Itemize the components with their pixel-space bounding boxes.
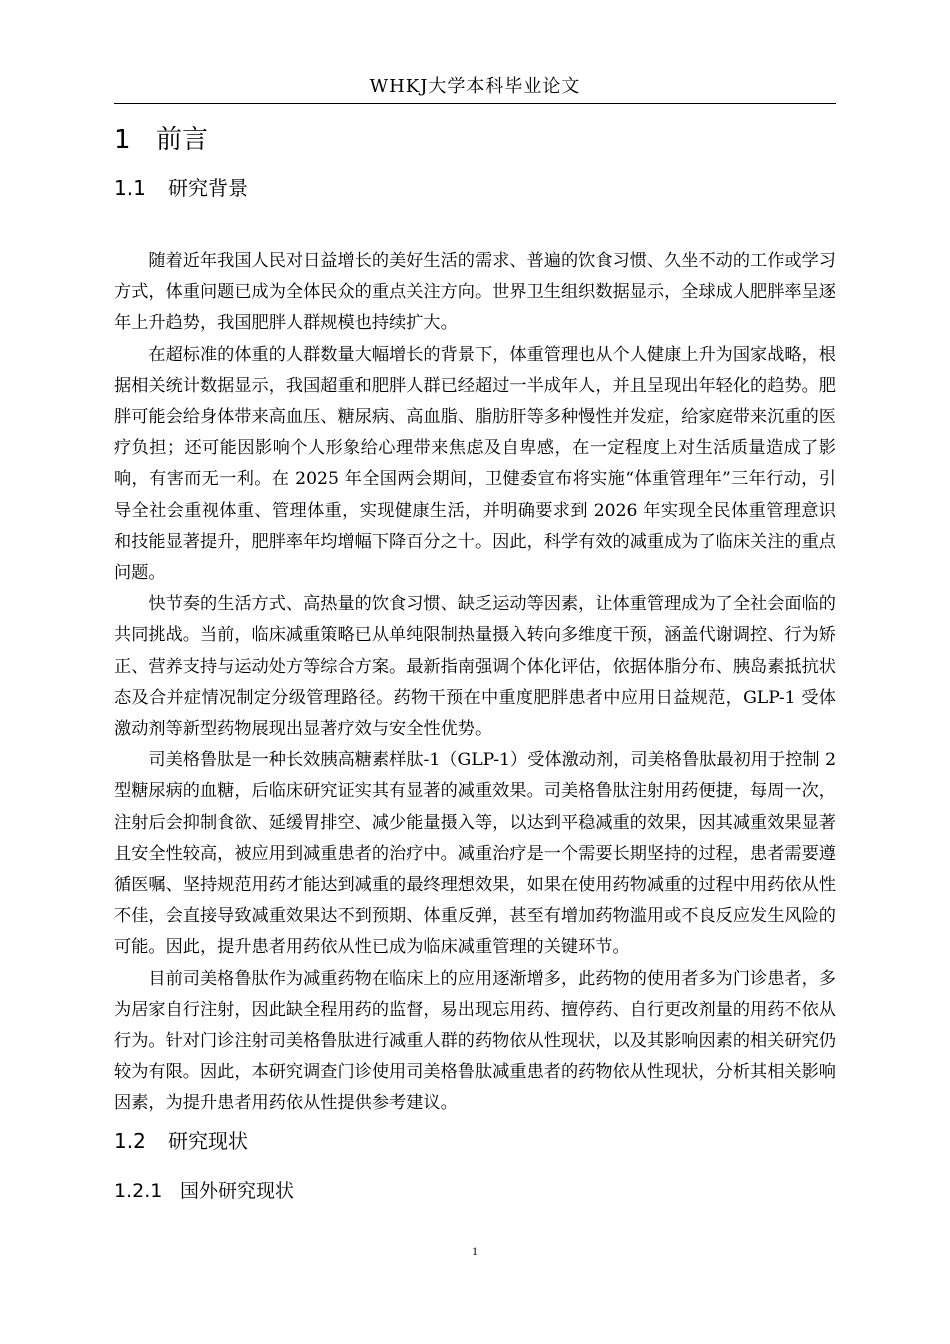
running-header: WHKJ大学本科毕业论文 [369,76,581,97]
section-title: 研究背景 [168,176,248,200]
paragraph-2: 在超标准的体重的人群数量大幅增长的背景下，体重管理也从个人健康上升为国家战略，根据相关统计数据显示，我国超重和肥胖人群已经超过一半成年人，并且呈现出年轻化的趋势。肥胖可能会给身体带来高血压、糖尿病、高血脂、脂肪肝等多种慢性并发症，给家庭带来沉重的医疗负担；还可能因影响个人形象给心理带来焦虑及自卑感，在一定程度上对生活质量造成了影响，有害而无一利。在 2025 年全国两会期间，卫健委宣布将实施“体重管理年”三年行动，引导全社会重视体重、管理体重，实现健康生活，并明确要求到 2026 年实现全民体重管理意识和技能显著提升，肥胖率年均增幅下降百分之十。因此，科学有效的减重成为了临床关注的重点问题。 [114,344,836,584]
chapter-title: 前言 [156,125,209,155]
section-heading-1-1 [114,172,248,204]
paragraph-1: 随着近年我国人民对日益增长的美好生活的需求、普遍的饮食习惯、久坐不动的工作或学习方式，体重问题已成为全体民众的重点关注方向。世界卫生组织数据显示，全球成人肥胖率呈逐年上升趋势，我国肥胖人群规模也持续扩大。 [114,251,836,334]
section-number: 1.2 [114,1129,146,1153]
subsection-number: 1.2.1 [114,1180,163,1202]
page-number: 1 [472,1244,478,1258]
header-rule [114,103,836,104]
subsection-heading-1-2-1 [114,1176,294,1206]
paragraph-4: 司美格鲁肽是一种长效胰高糖素样肽-1（GLP-1）受体激动剂，司美格鲁肽最初用于控制 2 型糖尿病的血糖，后临床研究证实其有显著的减重效果。司美格鲁肽注射用药便捷，每周一次，注射后会抑制食欲、延缓胃排空、减少能量摄入等，以达到平稳减重的效果，因其减重效果显著且安全性较高，被应用到减重患者的治疗中。减重治疗是一个需要长期坚持的过程，患者需要遵循医嘱、坚持规范用药才能达到减重的最终理想效果，如果在使用药物减重的过程中用药依从性不佳，会直接导致减重效果达不到预期、体重反弹，甚至有增加药物滥用或不良反应发生风险的可能。因此，提升患者用药依从性已成为临床减重管理的关键环节。 [114,750,836,958]
section-title: 研究现状 [168,1129,248,1153]
subsection-title: 国外研究现状 [180,1180,295,1202]
section-heading-1-2 [114,1125,248,1157]
paragraph-5: 目前司美格鲁肽作为减重药物在临床上的应用逐渐增多，此药物的使用者多为门诊患者，多为居家自行注射，因此缺全程用药的监督，易出现忘用药、擅停药、自行更改剂量的用药不依从行为。针对门诊注射司美格鲁肽进行减重人群的药物依从性现状，以及其影响因素的相关研究仍较为有限。因此，本研究调查门诊使用司美格鲁肽减重患者的药物依从性现状，分析其相关影响因素，为提升患者用药依从性提供参考建议。 [114,968,836,1114]
section-number: 1.1 [114,176,146,200]
chapter-number: 1 [114,125,131,155]
body-text [114,246,836,1120]
chapter-heading [114,120,208,160]
paragraph-3: 快节奏的生活方式、高热量的饮食习惯、缺乏运动等因素，让体重管理成为了全社会面临的共同挑战。当前，临床减重策略已从单纯限制热量摄入转向多维度干预，涵盖代谢调控、行为矫正、营养支持与运动处方等综合方案。最新指南强调个体化评估，依据体脂分布、胰岛素抵抗状态及合并症情况制定分级管理路径。药物干预在中重度肥胖患者中应用日益规范，GLP-1 受体激动剂等新型药物展现出显著疗效与安全性优势。 [114,594,836,740]
